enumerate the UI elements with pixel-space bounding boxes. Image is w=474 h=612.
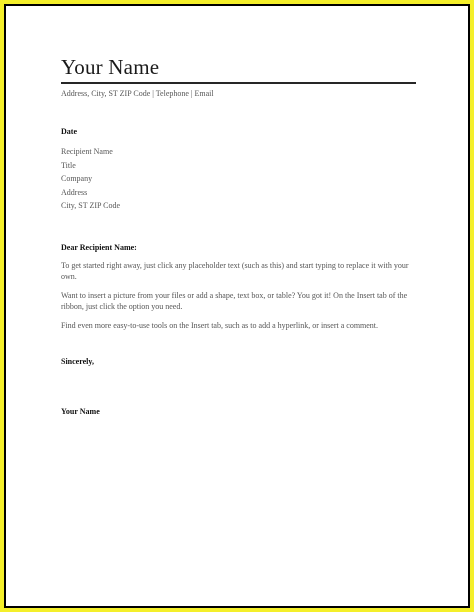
salutation[interactable]: Dear Recipient Name: <box>61 243 137 252</box>
recipient-address[interactable]: Address <box>61 187 88 197</box>
body-paragraph-3[interactable]: Find even more easy-to-use tools on the Insert tab, such as to add a hyperlink, or insert a comment. <box>61 321 379 330</box>
header-divider <box>61 82 416 84</box>
sender-name[interactable]: Your Name <box>61 55 160 79</box>
sender-contact[interactable]: Address, City, ST ZIP Code | Telephone | Email <box>61 89 214 98</box>
body-paragraph-2[interactable]: Want to insert a picture from your files or add a shape, text box, or table? You got it! On the Insert tab of the ribbon, just click the option you need. <box>61 291 408 311</box>
recipient-title[interactable]: Title <box>61 160 76 170</box>
letter-page <box>6 6 468 606</box>
closing[interactable]: Sincerely, <box>61 357 94 366</box>
recipient-name[interactable]: Recipient Name <box>61 147 113 156</box>
recipient-company[interactable]: Company <box>61 174 93 183</box>
recipient-city[interactable]: City, ST ZIP Code <box>61 201 121 210</box>
letter-date[interactable]: Date <box>61 127 77 136</box>
body-paragraph-1[interactable]: To get started right away, just click any placeholder text (such as this) and start typing to replace it with your own. <box>61 261 409 281</box>
signature-name[interactable]: Your Name <box>61 407 100 416</box>
document-frame <box>4 4 470 608</box>
